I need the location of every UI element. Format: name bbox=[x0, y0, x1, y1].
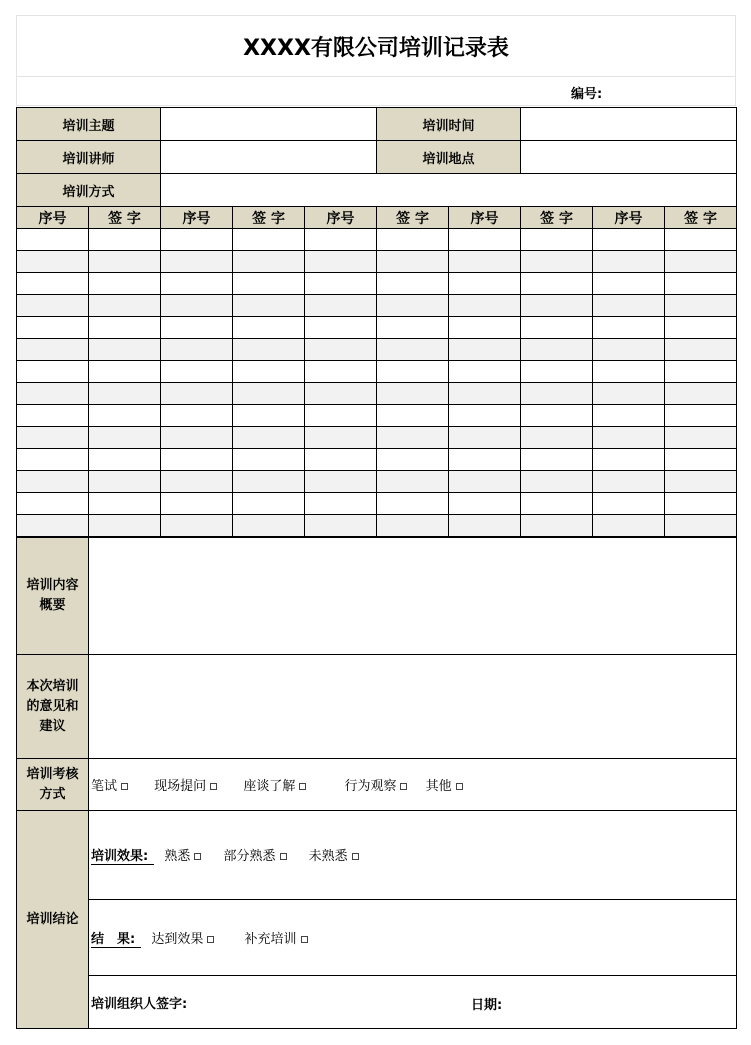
conclusion-result-row bbox=[17, 900, 737, 976]
location-field[interactable] bbox=[521, 141, 737, 174]
sign-cell[interactable] bbox=[521, 251, 593, 273]
checkbox-icon[interactable] bbox=[299, 783, 306, 790]
sign-cell[interactable] bbox=[377, 229, 449, 251]
result-label: 结 果: bbox=[91, 928, 141, 948]
checkbox-icon[interactable] bbox=[352, 853, 359, 860]
sign-cell[interactable] bbox=[89, 295, 161, 317]
seq-cell[interactable] bbox=[161, 317, 233, 339]
sign-cell[interactable] bbox=[665, 471, 737, 493]
method-field[interactable] bbox=[161, 174, 737, 207]
option-observation[interactable]: 行为观察 bbox=[344, 775, 407, 794]
seq-cell[interactable] bbox=[593, 427, 665, 449]
seq-cell[interactable] bbox=[305, 515, 377, 537]
sign-cell[interactable] bbox=[521, 449, 593, 471]
seq-cell[interactable] bbox=[305, 383, 377, 405]
sign-cell[interactable] bbox=[377, 339, 449, 361]
opinion-row bbox=[17, 655, 737, 759]
seq-header: 序号 bbox=[593, 207, 665, 229]
page-title: XXXX有限公司培训记录表 bbox=[243, 35, 509, 61]
sign-cell[interactable] bbox=[377, 383, 449, 405]
seq-cell[interactable] bbox=[17, 449, 89, 471]
seq-cell[interactable] bbox=[305, 471, 377, 493]
sign-cell[interactable] bbox=[233, 339, 305, 361]
seq-cell[interactable] bbox=[593, 515, 665, 537]
seq-cell[interactable] bbox=[161, 383, 233, 405]
sign-cell[interactable] bbox=[233, 449, 305, 471]
info-row-lecturer bbox=[17, 141, 737, 174]
sign-cell[interactable] bbox=[521, 383, 593, 405]
seq-cell[interactable] bbox=[305, 427, 377, 449]
checkbox-icon[interactable] bbox=[280, 853, 287, 860]
seq-cell[interactable] bbox=[449, 229, 521, 251]
checkbox-icon[interactable] bbox=[207, 936, 214, 943]
location-label: 培训地点 bbox=[377, 141, 521, 174]
sign-cell[interactable] bbox=[233, 361, 305, 383]
seq-cell[interactable] bbox=[17, 339, 89, 361]
code-label: 编号: bbox=[571, 87, 603, 102]
title-area bbox=[16, 15, 736, 76]
sign-cell[interactable] bbox=[377, 471, 449, 493]
time-label: 培训时间 bbox=[377, 108, 521, 141]
seq-cell[interactable] bbox=[593, 493, 665, 515]
sign-cell[interactable] bbox=[521, 339, 593, 361]
seq-header: 序号 bbox=[305, 207, 377, 229]
seq-cell[interactable] bbox=[593, 405, 665, 427]
checkbox-icon[interactable] bbox=[400, 783, 407, 790]
sign-cell[interactable] bbox=[377, 273, 449, 295]
effect-cell bbox=[89, 811, 737, 900]
code-row bbox=[16, 76, 736, 106]
seq-cell[interactable] bbox=[305, 493, 377, 515]
seq-cell[interactable] bbox=[17, 383, 89, 405]
sign-cell[interactable] bbox=[89, 339, 161, 361]
sign-cell[interactable] bbox=[377, 295, 449, 317]
seq-cell[interactable] bbox=[449, 339, 521, 361]
attendance-table bbox=[16, 107, 737, 537]
seq-cell[interactable] bbox=[449, 471, 521, 493]
organizer-sign-label: 培训组织人签字: bbox=[91, 996, 188, 1012]
sign-cell[interactable] bbox=[665, 295, 737, 317]
sign-cell[interactable] bbox=[665, 361, 737, 383]
sign-cell[interactable] bbox=[665, 405, 737, 427]
sign-cell[interactable] bbox=[377, 493, 449, 515]
sign-header: 签 字 bbox=[233, 207, 305, 229]
seq-cell[interactable] bbox=[305, 317, 377, 339]
checkbox-icon[interactable] bbox=[210, 783, 217, 790]
sign-header: 签 字 bbox=[89, 207, 161, 229]
table-row bbox=[17, 317, 737, 339]
conclusion-effect-row bbox=[17, 811, 737, 900]
seq-cell[interactable] bbox=[593, 471, 665, 493]
sign-cell[interactable] bbox=[233, 493, 305, 515]
seq-cell[interactable] bbox=[449, 515, 521, 537]
checkbox-icon[interactable] bbox=[121, 783, 128, 790]
sign-cell[interactable] bbox=[233, 251, 305, 273]
result-supplementary[interactable]: 补充培训 bbox=[245, 928, 308, 947]
checkbox-icon[interactable] bbox=[456, 783, 463, 790]
sign-cell[interactable] bbox=[89, 493, 161, 515]
sign-cell[interactable] bbox=[665, 427, 737, 449]
sign-cell[interactable] bbox=[665, 449, 737, 471]
table-row bbox=[17, 493, 737, 515]
sign-cell[interactable] bbox=[233, 317, 305, 339]
seq-cell[interactable] bbox=[593, 229, 665, 251]
sign-cell[interactable] bbox=[665, 273, 737, 295]
seq-cell[interactable] bbox=[305, 251, 377, 273]
seq-cell[interactable] bbox=[161, 449, 233, 471]
sign-cell[interactable] bbox=[665, 317, 737, 339]
effect-partially-familiar[interactable]: 部分熟悉 bbox=[224, 845, 287, 864]
seq-header: 序号 bbox=[17, 207, 89, 229]
seq-cell[interactable] bbox=[305, 229, 377, 251]
sign-cell[interactable] bbox=[377, 317, 449, 339]
table-row bbox=[17, 449, 737, 471]
sign-cell[interactable] bbox=[233, 383, 305, 405]
conclusion-sign-row bbox=[17, 976, 737, 1029]
option-discussion[interactable]: 座谈了解 bbox=[243, 775, 306, 794]
sign-cell[interactable] bbox=[521, 427, 593, 449]
sign-cell[interactable] bbox=[89, 427, 161, 449]
sign-cell[interactable] bbox=[89, 251, 161, 273]
info-row-topic bbox=[17, 108, 737, 141]
sign-cell[interactable] bbox=[665, 339, 737, 361]
seq-cell[interactable] bbox=[305, 361, 377, 383]
sign-cell[interactable] bbox=[377, 361, 449, 383]
sign-cell[interactable] bbox=[521, 295, 593, 317]
seq-cell[interactable] bbox=[17, 493, 89, 515]
seq-cell[interactable] bbox=[593, 251, 665, 273]
seq-cell[interactable] bbox=[161, 361, 233, 383]
seq-cell[interactable] bbox=[449, 361, 521, 383]
seq-cell[interactable] bbox=[305, 339, 377, 361]
table-row bbox=[17, 339, 737, 361]
seq-cell[interactable] bbox=[449, 383, 521, 405]
seq-cell[interactable] bbox=[305, 273, 377, 295]
sign-cell[interactable] bbox=[89, 361, 161, 383]
seq-cell[interactable] bbox=[17, 317, 89, 339]
seq-cell[interactable] bbox=[17, 427, 89, 449]
sign-cell[interactable] bbox=[377, 251, 449, 273]
seq-cell[interactable] bbox=[593, 383, 665, 405]
sign-cell[interactable] bbox=[665, 515, 737, 537]
seq-cell[interactable] bbox=[593, 449, 665, 471]
seq-cell[interactable] bbox=[17, 295, 89, 317]
sign-cell[interactable] bbox=[89, 405, 161, 427]
seq-cell[interactable] bbox=[593, 361, 665, 383]
result-cell bbox=[89, 900, 737, 976]
sign-header: 签 字 bbox=[377, 207, 449, 229]
sign-cell[interactable] bbox=[521, 471, 593, 493]
seq-cell[interactable] bbox=[161, 273, 233, 295]
option-written-test[interactable]: 笔试 bbox=[91, 775, 128, 794]
assessment-text: 培训考核方式 bbox=[26, 766, 79, 802]
seq-cell[interactable] bbox=[449, 317, 521, 339]
content-summary-label bbox=[17, 538, 89, 655]
seq-cell[interactable] bbox=[161, 427, 233, 449]
sign-cell[interactable] bbox=[89, 471, 161, 493]
sign-cell[interactable] bbox=[233, 273, 305, 295]
assessment-options bbox=[89, 759, 737, 811]
info-row-method bbox=[17, 174, 737, 207]
sign-cell[interactable] bbox=[233, 405, 305, 427]
effect-label: 培训效果: bbox=[91, 845, 154, 865]
topic-label: 培训主题 bbox=[17, 108, 161, 141]
seq-cell[interactable] bbox=[449, 273, 521, 295]
sign-cell[interactable] bbox=[665, 251, 737, 273]
sign-cell[interactable] bbox=[233, 471, 305, 493]
sign-cell bbox=[89, 976, 737, 1029]
seq-cell[interactable] bbox=[17, 251, 89, 273]
seq-cell[interactable] bbox=[161, 339, 233, 361]
table-row bbox=[17, 427, 737, 449]
table-row bbox=[17, 515, 737, 537]
table-row bbox=[17, 383, 737, 405]
date-label: 日期: bbox=[471, 998, 503, 1013]
sign-cell[interactable] bbox=[377, 405, 449, 427]
table-row bbox=[17, 471, 737, 493]
sign-cell[interactable] bbox=[233, 295, 305, 317]
method-label: 培训方式 bbox=[17, 174, 161, 207]
sign-cell[interactable] bbox=[665, 229, 737, 251]
seq-header: 序号 bbox=[161, 207, 233, 229]
table-row bbox=[17, 273, 737, 295]
lecturer-field[interactable] bbox=[161, 141, 377, 174]
opinion-field[interactable] bbox=[89, 655, 737, 759]
table-row bbox=[17, 405, 737, 427]
table-row bbox=[17, 295, 737, 317]
table-row bbox=[17, 361, 737, 383]
column-header-row bbox=[17, 207, 737, 229]
sign-header: 签 字 bbox=[665, 207, 737, 229]
seq-cell[interactable] bbox=[161, 405, 233, 427]
seq-cell[interactable] bbox=[161, 295, 233, 317]
sign-cell[interactable] bbox=[233, 427, 305, 449]
seq-cell[interactable] bbox=[17, 229, 89, 251]
seq-cell[interactable] bbox=[161, 493, 233, 515]
opinion-text: 本次培训的意见和建议 bbox=[26, 678, 79, 734]
sign-cell[interactable] bbox=[521, 493, 593, 515]
seq-cell[interactable] bbox=[593, 339, 665, 361]
details-table bbox=[16, 537, 737, 1029]
opinion-label bbox=[17, 655, 89, 759]
checkbox-icon[interactable] bbox=[301, 936, 308, 943]
seq-cell[interactable] bbox=[17, 273, 89, 295]
conclusion-label: 培训结论 bbox=[17, 811, 89, 1029]
seq-cell[interactable] bbox=[305, 405, 377, 427]
sign-header: 签 字 bbox=[521, 207, 593, 229]
seq-cell[interactable] bbox=[17, 471, 89, 493]
seq-cell[interactable] bbox=[17, 405, 89, 427]
assessment-label bbox=[17, 759, 89, 811]
sign-cell[interactable] bbox=[665, 383, 737, 405]
sign-cell[interactable] bbox=[521, 317, 593, 339]
seq-cell[interactable] bbox=[305, 295, 377, 317]
table-row bbox=[17, 229, 737, 251]
seq-cell[interactable] bbox=[161, 471, 233, 493]
sign-cell[interactable] bbox=[521, 273, 593, 295]
seq-cell[interactable] bbox=[593, 317, 665, 339]
content-summary-text: 培训内容概要 bbox=[26, 578, 79, 613]
seq-cell[interactable] bbox=[161, 229, 233, 251]
sign-cell[interactable] bbox=[377, 515, 449, 537]
result-achieved[interactable]: 达到效果 bbox=[151, 928, 214, 947]
sign-cell[interactable] bbox=[89, 515, 161, 537]
sign-cell[interactable] bbox=[377, 449, 449, 471]
sign-cell[interactable] bbox=[377, 427, 449, 449]
sign-cell[interactable] bbox=[521, 229, 593, 251]
seq-header: 序号 bbox=[449, 207, 521, 229]
sign-cell[interactable] bbox=[89, 449, 161, 471]
seq-cell[interactable] bbox=[449, 493, 521, 515]
seq-cell[interactable] bbox=[449, 405, 521, 427]
table-row bbox=[17, 251, 737, 273]
seq-cell[interactable] bbox=[449, 295, 521, 317]
effect-unfamiliar[interactable]: 未熟悉 bbox=[309, 845, 359, 864]
seq-cell[interactable] bbox=[161, 251, 233, 273]
seq-cell[interactable] bbox=[593, 273, 665, 295]
seq-cell[interactable] bbox=[305, 449, 377, 471]
time-field[interactable] bbox=[521, 108, 737, 141]
signature-rows bbox=[17, 229, 737, 537]
sign-cell[interactable] bbox=[233, 229, 305, 251]
option-other[interactable]: 其他 bbox=[426, 775, 463, 794]
seq-cell[interactable] bbox=[449, 427, 521, 449]
sign-cell[interactable] bbox=[89, 317, 161, 339]
sign-cell[interactable] bbox=[89, 383, 161, 405]
seq-cell[interactable] bbox=[17, 361, 89, 383]
seq-cell[interactable] bbox=[449, 449, 521, 471]
sign-cell[interactable] bbox=[521, 405, 593, 427]
assessment-row bbox=[17, 759, 737, 811]
effect-familiar[interactable]: 熟悉 bbox=[164, 845, 201, 864]
content-summary-row bbox=[17, 538, 737, 655]
sign-cell[interactable] bbox=[521, 515, 593, 537]
sign-cell[interactable] bbox=[665, 493, 737, 515]
seq-cell[interactable] bbox=[17, 515, 89, 537]
lecturer-label: 培训讲师 bbox=[17, 141, 161, 174]
sign-cell[interactable] bbox=[233, 515, 305, 537]
seq-cell[interactable] bbox=[449, 251, 521, 273]
content-summary-field[interactable] bbox=[89, 538, 737, 655]
option-onsite-question[interactable]: 现场提问 bbox=[154, 775, 217, 794]
seq-cell[interactable] bbox=[593, 295, 665, 317]
sign-cell[interactable] bbox=[89, 273, 161, 295]
topic-field[interactable] bbox=[161, 108, 377, 141]
seq-cell[interactable] bbox=[161, 515, 233, 537]
sign-cell[interactable] bbox=[89, 229, 161, 251]
checkbox-icon[interactable] bbox=[194, 853, 201, 860]
sign-cell[interactable] bbox=[521, 361, 593, 383]
